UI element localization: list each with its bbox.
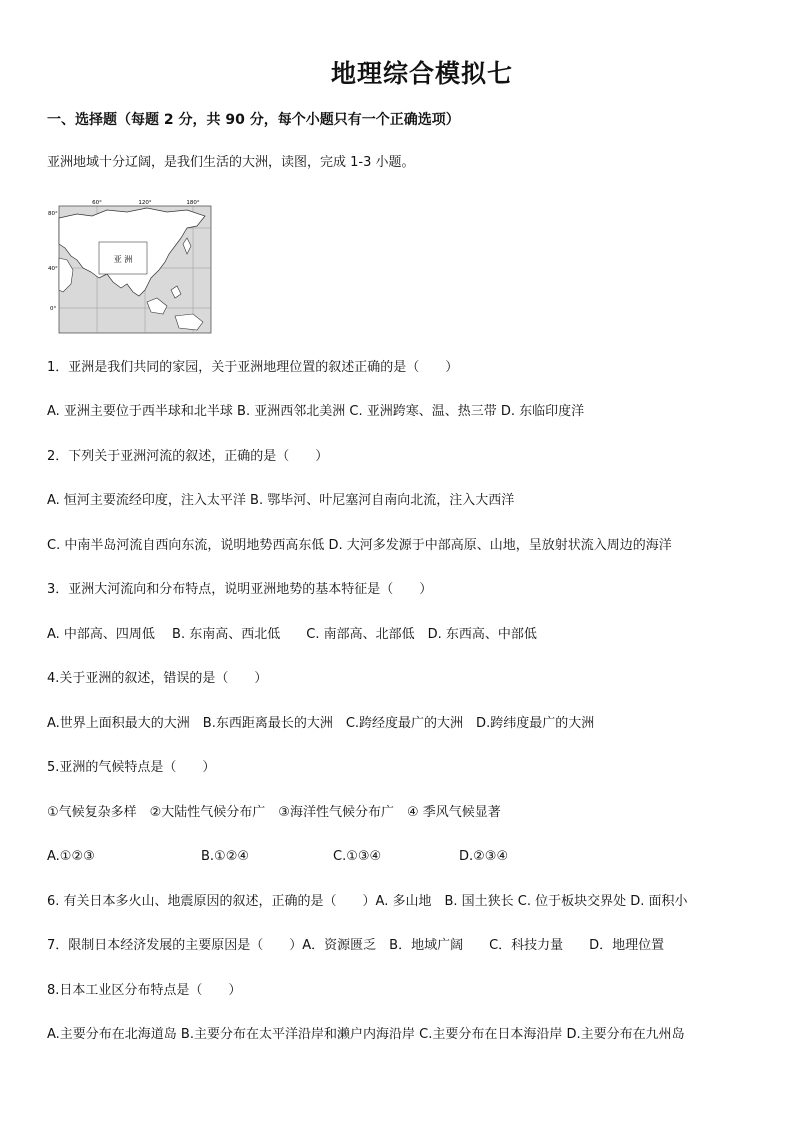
question-1-options: A. 亚洲主要位于西半球和北半球 B. 亚洲西邻北美洲 C. 亚洲跨寒、温、热三带 D. 东临印度洋 [47,404,585,419]
option-b: B.①②④ [201,849,250,864]
question-6: 6. 有关日本多火山、地震原因的叙述，正确的是（ ）A. 多山地 B. 国土狭长 C. 位于板块交界处 D. 面积小 [47,894,688,909]
question-3-stem: 3．亚洲大河流向和分布特点，说明亚洲地势的基本特征是（ ） [47,582,433,597]
question-1-stem: 1．亚洲是我们共同的家园，关于亚洲地理位置的叙述正确的是（ ） [47,360,459,375]
lon-label-60: 60° [92,200,102,206]
question-2-options-line1: A. 恒河主要流经印度，注入太平洋 B. 鄂毕河、叶尼塞河自南向北流，注入大西洋 [47,493,515,508]
option-c: C.①③④ [333,849,382,864]
option-a: A.①②③ [47,849,95,864]
region-label: 亚 洲 [113,255,133,264]
question-7: 7．限制日本经济发展的主要原因是（ ）A．资源匮乏 B．地域广阔 C．科技力量 D．地理位置 [47,938,665,953]
option-d: D.②③④ [459,849,509,864]
question-5-stem: 5.亚洲的气候特点是（ ） [47,760,216,775]
lat-label-40: 40° [48,266,58,272]
question-4-options: A.世界上面积最大的大洲 B.东西距离最长的大洲 C.跨经度最广的大洲 D.跨纬度最广的大洲 [47,716,595,731]
question-8-stem: 8.日本工业区分布特点是（ ） [47,983,242,998]
asia-map [47,198,213,338]
intro-text: 亚洲地域十分辽阔，是我们生活的大洲，读图，完成 1-3 小题。 [47,155,415,170]
lat-label-0: 0° [50,306,57,312]
question-5-statements: ①气候复杂多样 ②大陆性气候分布广 ③海洋性气候分布广 ④ 季风气候显著 [47,805,501,820]
question-4-stem: 4.关于亚洲的叙述，错误的是（ ） [47,671,268,686]
question-2-stem: 2．下列关于亚洲河流的叙述，正确的是（ ） [47,449,329,464]
question-8-options: A.主要分布在北海道岛 B.主要分布在太平洋沿岸和濑户内海沿岸 C.主要分布在日本海沿岸 D.主要分布在九州岛 [47,1027,685,1042]
lon-label-120: 120° [138,200,152,206]
lon-label-180: 180° [186,200,200,206]
question-3-options: A. 中部高、四周低 B. 东南高、西北低 C. 南部高、北部低 D. 东西高、中部低 [47,627,537,642]
question-5-options [47,848,508,866]
page-title: 地理综合模拟七 [330,59,513,88]
section-heading: 一、选择题（每题 2 分，共 90 分，每个小题只有一个正确选项） [47,112,460,128]
lat-label-80: 80° [48,211,58,217]
question-2-options-line2: C. 中南半岛河流自西向东流，说明地势西高东低 D. 大河多发源于中部高原、山地，呈放射状流入周边的海洋 [47,538,672,553]
